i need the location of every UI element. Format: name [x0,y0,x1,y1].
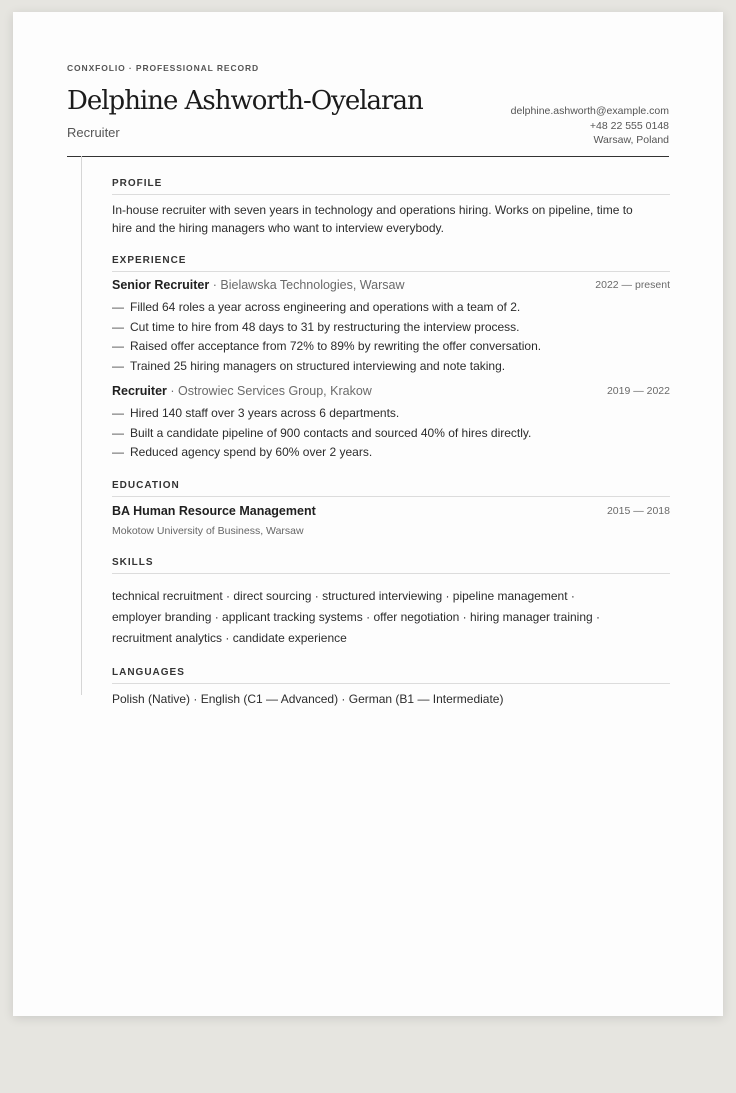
contact-phone: +48 22 555 0148 [589,119,669,132]
languages-text: Polish (Native) · English (C1 — Advanced) · German (B1 — Intermediate) [112,692,504,706]
contact-location: Warsaw, Poland [593,134,669,146]
candidate-role: Recruiter [67,125,120,140]
bullet-dash: — [112,339,124,354]
section-title-profile: PROFILE [112,178,670,195]
education-school: Mokotow University of Business, Warsaw [112,525,304,537]
bullet-text: Filled 64 roles a year across engineering and operations with a team of 2. [130,300,521,314]
job-bullets [112,404,670,463]
bullet-text: Built a candidate pipeline of 900 contacts and sourced 40% of hires directly. [130,425,532,440]
list-item [112,443,670,463]
job-company: Ostrowiec Services Group, Krakow [178,384,372,398]
bullet-dash: — [112,319,124,334]
list-item [112,424,670,444]
job-bullets [112,298,670,377]
job-header [112,278,670,292]
bullet-dash: — [112,445,124,460]
section-title-skills: SKILLS [112,557,670,574]
job-dates: 2022 — present [595,279,670,291]
kicker: CONXFOLIO · PROFESSIONAL RECORD [67,63,260,73]
contact-email[interactable]: delphine.ashworth@example.com [510,105,669,117]
list-item [112,337,670,357]
section-title-languages: LANGUAGES [112,667,670,684]
job-title: Recruiter [112,384,167,398]
contact-block [511,104,669,148]
section-title-experience: EXPERIENCE [112,255,670,272]
bullet-text: Cut time to hire from 48 days to 31 by restructuring the interview process. [130,319,520,334]
skills-line: employer branding · applicant tracking systems · offer negotiation · hiring manager training · [112,610,601,624]
bullet-text: Raised offer acceptance from 72% to 89% by rewriting the offer conversation. [130,339,542,354]
job-dates: 2019 — 2022 [606,385,670,397]
profile-text: In-house recruiter with seven years in technology and operations hiring. Works on pipeline, time to hire and the hiring managers who want to interview everybody. [112,203,633,235]
list-item [112,318,670,338]
skills-line: technical recruitment · direct sourcing · structured interviewing · pipeline management · [112,589,575,603]
education-header [112,504,670,518]
skills-list [112,586,657,649]
job-title: Senior Recruiter [112,278,210,292]
job-company: Bielawska Technologies, Warsaw [220,278,405,292]
education-dates: 2015 — 2018 [606,505,670,517]
skills-line: recruitment analytics · candidate experience [112,631,347,645]
education-degree: BA Human Resource Management [112,504,316,518]
section-title-education: EDUCATION [112,480,670,497]
content-column [81,156,670,706]
list-item [112,298,670,318]
candidate-name: Delphine Ashworth-Oyelaran [67,86,423,116]
bottom-band [0,1027,736,1093]
bullet-text: Reduced agency spend by 60% over 2 years. [130,445,373,460]
resume-page [13,12,723,1016]
job-header [112,384,670,398]
bullet-dash: — [112,300,124,314]
job-separator: · [209,278,221,292]
bullet-text: Hired 140 staff over 3 years across 6 departments. [130,406,400,420]
job-separator: · [166,384,178,398]
list-item [112,404,670,424]
bullet-dash: — [112,406,124,420]
list-item [112,357,670,377]
bullet-dash: — [112,359,124,374]
bullet-text: Trained 25 hiring managers on structured interviewing and note taking. [130,359,506,374]
bullet-dash: — [112,425,124,440]
